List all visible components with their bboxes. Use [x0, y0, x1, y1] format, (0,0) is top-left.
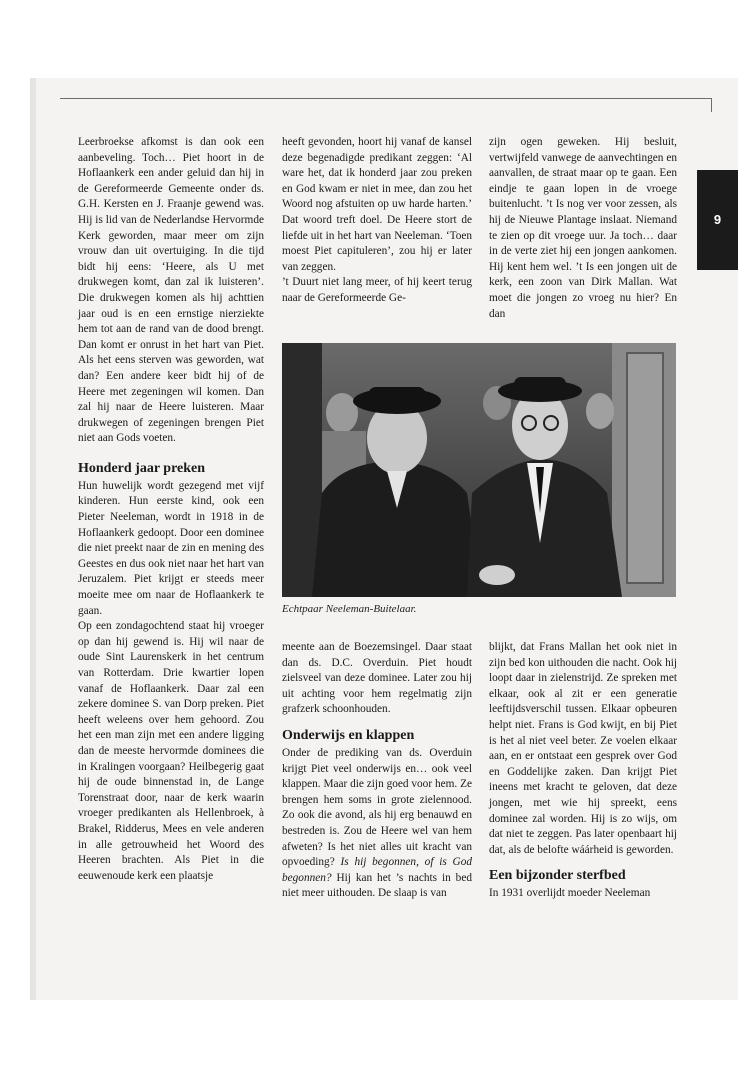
column-2-bottom	[282, 640, 472, 902]
column-1	[78, 135, 264, 884]
col2b-text-c: Hij kan het ’s nachts in bed niet meer uithouden. De slaap is van	[282, 871, 472, 900]
col1-paragraph-3: Op een zondagochtend staat hij vroeger op dan hij gewend is. Hij wil naar de oude Sint Laurenskerk in het centrum van Rotterdam. Drie kwartier lopen vanaf de Hoflaankerk. Daar zal een zekere dominee S. van Dorp preken. Piet heeft weleens over hem gehoord. Zou het een man zijn met een andere ligging dan de meeste hervormde dominees die in Kralingen voorgaan? Heilbegerig gaat hij de oude binnenstad in, de Lange Torenstraat door, naar de kerk waarin vroeger predikanten als Hellenbroek, à Brakel, Ridderus, Mees en vele anderen in alle getrouwheid het Woord des Heeren brachten. Als Piet in die eeuwenoude kerk een plaatsje	[78, 620, 264, 882]
col2-paragraph-1: heeft gevonden, hoort hij vanaf de kansel deze begenadigde predikant zeggen: ‘Al ware het, dat ik honderd jaar zou preken en God kwam er niet in mee, dan zou het Woord nog afstuiten op uw harde harten.’ Dat woord treft doel. De Heere stort de liefde uit in het hart van Neeleman. ‘Toen moest Piet capituleren’, zou hij er later van zeggen.	[282, 136, 472, 273]
heading-een-bijzonder-sterfbed: Een bijzonder sterfbed	[489, 868, 626, 884]
column-3-bottom	[489, 640, 677, 902]
col3b-paragraph-1: blijkt, dat Frans Mallan het ook niet in zijn bed kon uithouden die nacht. Ook hij loopt daar in zielenstrijd. Ze spreken met elkaar, ook al zit er een generatie leeftijdsverschil tussen. Elkaar opbeuren helpt niet. Frans is God kwijt, en bij Piet is het al niet veel beter. Ze voelen elkaar aan, en er ontstaat een gesprek over God en Goddelijke zaken. Dan krijgt Piet ineens met kracht te geloven, dat deze jongen, met wie hij spreekt, eens dominee zal worden. Hij is zo wijs, om dat niet te zeggen. Pas later openbaart hij dat, als de belofte wáárheid is geworden.	[489, 641, 677, 856]
photo-caption: Echtpaar Neeleman-Buitelaar.	[282, 603, 417, 615]
column-3-top	[489, 135, 677, 322]
top-rule	[60, 98, 712, 99]
col2b-paragraph-2	[282, 746, 472, 902]
top-rule-corner	[711, 98, 712, 112]
col2b-text-a: Onder de prediking van ds. Overduin krijgt Piet veel onderwijs en… ook veel klappen. Maar die zijn goed voor hem. Ze brengen hem soms in grote zielennood. Zo ook die avond, als hij erg benauwd en bestreden is. Zou de Heere wel van hem afweten? Is het niet alles uit kracht van opvoeding?	[282, 746, 472, 869]
photo-couple-image	[282, 343, 676, 597]
col2-paragraph-2: ’t Duurt niet lang meer, of hij keert terug naar de Gereformeerde Ge-	[282, 276, 472, 304]
page-number-tab	[697, 170, 738, 270]
col2b-text-italic: Is hij begonnen, of is God begonnen?	[282, 856, 473, 884]
col3-paragraph-1: zijn ogen geweken. Hij besluit, vertwijfeld vanwege de aanvechtingen en aanvallen, de straat maar op te gaan. Een eindje te gaan lopen in de vroege buitenlucht. ’t Is nog ver voor zessen, als hij de Nieuwe Plantage inslaat. Niemand te zien op dit vroege uur. Ja toch… daar in de verte ziet hij een jongen aankomen. Hij kent hem wel. ’t Is een jongen uit de kerk, een zoon van Dirk Mallan. Wat moet die jongen zo vroeg nu hier? En dan	[489, 136, 677, 320]
col1-paragraph-1: Leerbroekse afkomst is dan ook een aanbeveling. Toch… Piet hoort in de Hoflaankerk een ander geluid dan hij in de Gereformeerde Gemeente onder ds. G.H. Kersten en J. Fraanje gewend was. Hij is lid van de Nederlandse Hervormde Kerk geworden, maar meer om zijn vrouw dan uit overtuiging. In die tijd bidt hij eens: ‘Heere, als U met drukwegen komt, dan zal ik luisteren’. Die drukwegen komen als hij achttien jaar oud is en een ernstige nierziekte hem tot aan de rand van de dood brengt. Dan komt er onrust in het hart van Piet. Als het eens sterven was geworden, wat dan? Een andere keer bidt hij of de Heere met zegeningen wil komen. Dan zal hij naar de Heere luisteren. Maar drukwegen of zegeningen brengen Piet niet aan Gods voeten.	[78, 136, 264, 445]
col1-paragraph-2: Hun huwelijk wordt gezegend met vijf kinderen. Hun eerste kind, ook een Pieter Neeleman, wordt in 1918 in de Hoflaankerk gedoopt. Door een dominee die niet preekt naar de zin en mening des Geestes en dus ook niet naar het hart van Jeruzalem. Piet krijgt er steeds meer moeite mee om naar de Hoflaankerk te gaan.	[78, 479, 264, 617]
col3b-paragraph-2: In 1931 overlijdt moeder Neeleman	[489, 887, 651, 900]
page-number: 9	[713, 212, 722, 227]
heading-onderwijs-en-klappen: Onderwijs en klappen	[282, 727, 415, 743]
page-edge	[30, 78, 36, 1000]
column-2-top	[282, 135, 472, 307]
col2b-paragraph-1: meente aan de Boezemsingel. Daar staat dan ds. D.C. Overduin. Piet houdt zielsveel van deze dominee. Later zou hij uit achting voor hem regelmatig zijn grafzerk schoonhouden.	[282, 641, 472, 716]
photo-couple	[282, 343, 676, 597]
heading-honderd-jaar-preken: Honderd jaar preken	[78, 460, 206, 476]
